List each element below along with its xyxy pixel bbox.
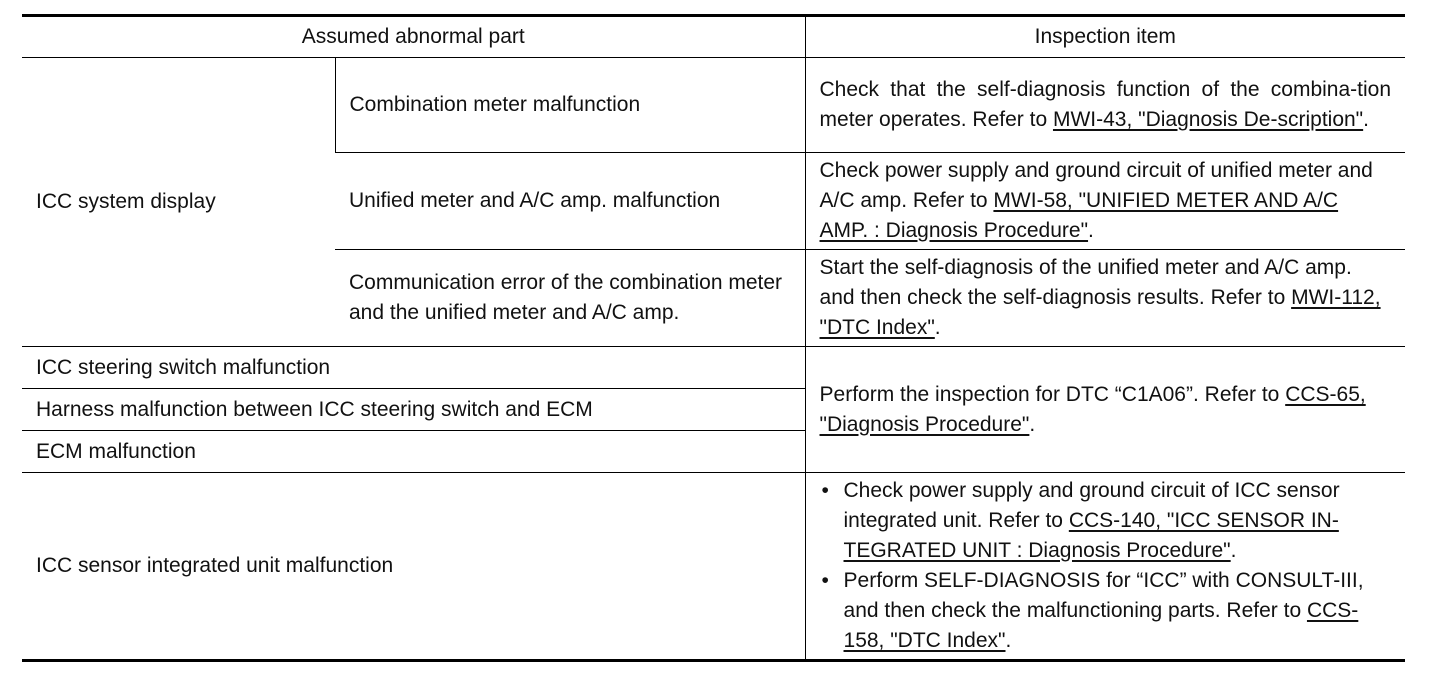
inspection-text: Perform the inspection for DTC “C1A06”. Refer to <box>819 382 1286 406</box>
inspection-table <box>22 14 1405 662</box>
inspection-icc-sensor-unit <box>805 473 1405 661</box>
table-row <box>22 473 1405 661</box>
part-icc-sensor-unit: ICC sensor integrated unit malfunction <box>22 473 805 661</box>
part-ecm-malfunction: ECM malfunction <box>22 431 805 473</box>
inspection-end: . <box>1005 629 1012 652</box>
reference-link-mwi-112[interactable]: MWI-112, "DTC Index" <box>819 286 1381 339</box>
reference-link-ccs-158[interactable]: CCS-158, "DTC Index" <box>843 599 1359 652</box>
part-unified-meter: Unified meter and A/C amp. malfunction <box>335 153 805 250</box>
inspection-text: Check power supply and ground circuit of unified meter and A/C amp. Refer to <box>819 159 1373 212</box>
part-communication-error: Communication error of the combination meter and the unified meter and A/C amp. <box>335 250 805 347</box>
group-icc-system-display: ICC system display <box>22 58 335 347</box>
reference-link-mwi-58[interactable]: MWI-58, "UNIFIED METER AND A/C AMP. : Diagnosis Procedure" <box>819 189 1339 242</box>
table-row <box>22 347 1405 389</box>
inspection-end: . <box>1029 412 1036 436</box>
inspection-text: Start the self-diagnosis of the unified meter and A/C amp. and then check the self-diagnosis results. Refer to <box>819 256 1352 309</box>
inspection-end: . <box>1363 108 1369 131</box>
inspection-combination-meter <box>805 58 1405 153</box>
inspection-dtc-c1a06 <box>805 347 1405 473</box>
inspection-bullet-list <box>820 476 1392 656</box>
table-row <box>22 58 1405 153</box>
inspection-text: Check power supply and ground circuit of ICC sensor integrated unit. Refer to <box>843 479 1340 532</box>
inspection-end: . <box>1230 539 1237 562</box>
inspection-text: Check that the self-diagnosis function of the combina-tion meter operates. Refer to <box>819 78 1392 131</box>
list-item <box>820 566 1392 656</box>
table-header-row <box>22 16 1405 58</box>
inspection-communication-error <box>805 250 1405 347</box>
header-inspection-item: Inspection item <box>805 16 1405 58</box>
part-icc-steering-switch: ICC steering switch malfunction <box>22 347 805 389</box>
reference-link-ccs-65[interactable]: CCS-65, "Diagnosis Procedure" <box>819 382 1366 436</box>
list-item <box>820 476 1392 566</box>
reference-link-mwi-43[interactable]: MWI-43, "Diagnosis De-scription" <box>1052 108 1364 131</box>
reference-link-ccs-140[interactable]: CCS-140, "ICC SENSOR IN-TEGRATED UNIT : Diagnosis Procedure" <box>843 509 1339 562</box>
inspection-text: Perform SELF-DIAGNOSIS for “ICC” with CONSULT-III, and then check the malfunctioning parts. Refer to <box>843 569 1364 622</box>
header-assumed-part: Assumed abnormal part <box>22 16 805 58</box>
inspection-end: . <box>934 316 941 339</box>
part-combination-meter: Combination meter malfunction <box>335 58 805 153</box>
part-harness-malfunction: Harness malfunction between ICC steering switch and ECM <box>22 389 805 431</box>
inspection-unified-meter <box>805 153 1405 250</box>
inspection-end: . <box>1088 219 1094 242</box>
